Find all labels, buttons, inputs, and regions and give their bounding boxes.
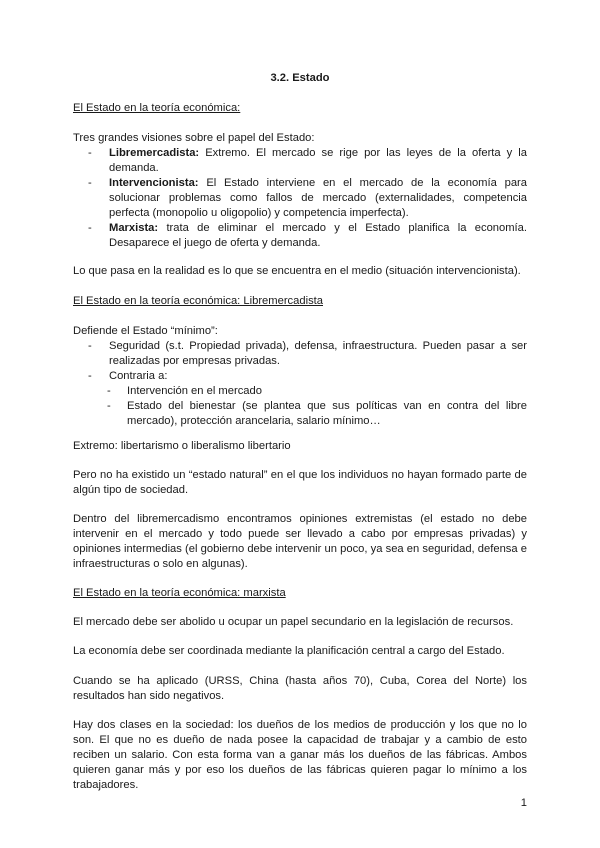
- paragraph: El mercado debe ser abolido u ocupar un papel secundario en la legislación de recursos.: [73, 616, 514, 628]
- list-item: [73, 369, 527, 429]
- list-item: - Seguridad (s.t. Propiedad privada), defensa, infraestructura. Pueden pasar a ser realizadas por empresas privadas.: [73, 339, 527, 369]
- section-libremercadista: [73, 324, 527, 429]
- section-visions: [73, 131, 527, 251]
- item-text: Contraria a:: [109, 370, 168, 382]
- paragraph: La economía debe ser coordinada mediante la planificación central a cargo del Estado.: [73, 645, 505, 657]
- intro-text: Tres grandes visiones sobre el papel del Estado:: [73, 132, 315, 144]
- sub-list: [73, 384, 527, 429]
- intro-text: Defiende el Estado “mínimo”:: [73, 325, 218, 337]
- term-libremercadista: Libremercadista:: [109, 147, 200, 159]
- minimal-state-list: [73, 339, 527, 429]
- section-heading-estado: [73, 101, 527, 116]
- term-marxista: Marxista:: [109, 222, 159, 234]
- paragraph: Dentro del libremercadismo encontramos opiniones extremistas (el estado no debe intervenir en el mercado y todo puede ser llevado a cabo por empresas privadas) y opiniones intermedias (el gobierno debe intervenir un poco, ya sea en seguridad, defensa e infraestructuras o solo en algunas).: [73, 513, 527, 570]
- section-heading: El Estado en la teoría económica: marxista: [73, 587, 286, 599]
- item-text: El Estado interviene en el mercado de la economía para solucionar problemas como fallos de mercado (externalidades, competencia perfecta (monopolio u oligopolio) y competencia imperfecta).: [109, 177, 527, 219]
- page-number: 1: [520, 797, 527, 809]
- visions-list: [73, 146, 527, 251]
- sub-list-item: - Intervención en el mercado: [73, 384, 527, 399]
- section-heading: El Estado en la teoría económica:: [73, 102, 241, 114]
- list-item: [73, 176, 527, 221]
- term-intervencionista: Intervencionista:: [109, 177, 199, 189]
- page-title: 3.2. Estado: [270, 72, 330, 84]
- paragraph: Extremo: libertarismo o liberalismo libertario: [73, 440, 291, 452]
- sub-list-item: - Estado del bienestar (se plantea que sus políticas van en contra del libre mercado), protección arancelaria, salario mínimo…: [73, 399, 527, 429]
- paragraph: Cuando se ha aplicado (URSS, China (hasta años 70), Cuba, Corea del Norte) los resultados han sido negativos.: [73, 675, 527, 702]
- list-item: [73, 146, 527, 176]
- list-item: [73, 221, 527, 251]
- reality-paragraph: Lo que pasa en la realidad es lo que se encuentra en el medio (situación intervencionista).: [73, 265, 521, 277]
- paragraph: Pero no ha existido un “estado natural” en el que los individuos no hayan formado parte de algún tipo de sociedad.: [73, 469, 527, 496]
- item-text: Extremo. El mercado se rige por las leyes de la oferta y la demanda.: [109, 147, 527, 174]
- paragraph: Hay dos clases en la sociedad: los dueños de los medios de producción y los que no lo son. El que no es dueño de nada posee la capacidad de trabajar y a cambio de esto reciben un salario. Con esta forma van a ganar más los dueños de las fábricas. Ambos quieren ganar más y por eso los dueños de las fábricas quieren pagar lo mínimo a los trabajadores.: [73, 719, 527, 791]
- item-text: trata de eliminar el mercado y el Estado planifica la economía. Desaparece el juego de oferta y demanda.: [109, 222, 527, 249]
- section-heading: El Estado en la teoría económica: Libremercadista: [73, 295, 323, 307]
